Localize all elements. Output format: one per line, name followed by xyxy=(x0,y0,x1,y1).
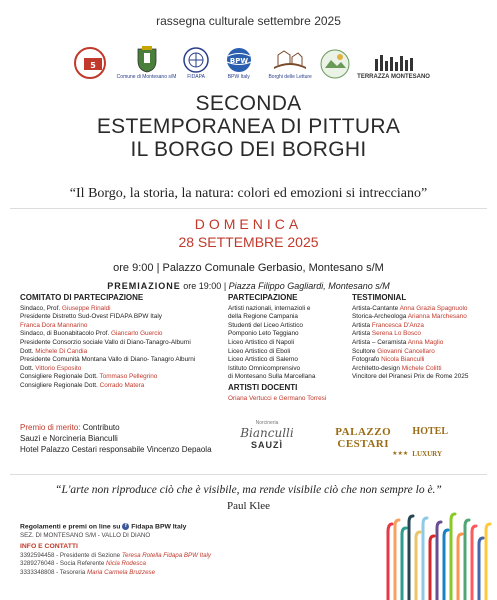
facebook-icon: f xyxy=(122,523,129,530)
logos-row xyxy=(70,36,430,80)
partecipazione-row: della Regione Campania xyxy=(228,313,298,321)
contact-row: 3392594458 - Presidente di Sezione Teresa Rotella Fidapa BPW Italy xyxy=(20,551,212,559)
comitato-row: Presidente Distretto Sud-Ovest FIDAPA BPW Italy xyxy=(20,313,162,321)
comitato-row: Franca Dora Mannarino xyxy=(20,321,88,329)
premio-label: Premio di merito: xyxy=(20,423,83,432)
info-heading: INFO E CONTATTI xyxy=(20,543,78,551)
testimonial-heading: TESTIMONIAL xyxy=(352,293,407,302)
partecipazione-row: Studenti del Liceo Artistico xyxy=(228,321,303,329)
testimonial-row: Vincitore del Piranesi Prix de Rome 2025 xyxy=(352,373,469,381)
testimonial-row: Artista – Ceramista Anna Maglio xyxy=(352,338,444,346)
logo-terrazza xyxy=(357,53,430,80)
comitato-row: Consigliere Regionale Dott. Corrado Matera xyxy=(20,381,145,389)
svg-text:5: 5 xyxy=(90,61,96,70)
premiazione-line: PREMIAZIONE ore 19:00 | Piazza Filippo Gagliardi, Montesano s/M xyxy=(107,281,390,291)
docenti-names: Oriana Vertucci e Germano Torresi xyxy=(228,394,327,402)
testimonial-row: Storica-Archeologa Arianna Marchesano xyxy=(352,313,467,321)
quote-text: “L'arte non riproduce ciò che è visibile, ma rende visibile ciò che non sempre lo è.” xyxy=(55,484,442,496)
sezione-line: SEZ. DI MONTESANO S/M - VALLO DI DIANO xyxy=(20,531,151,539)
logo-comune xyxy=(117,45,177,80)
title-line-3: IL BORGO DEI BORGHI xyxy=(130,138,367,161)
testimonial-row: Artista-Cantante Anna Grazia Spagnuolo xyxy=(352,304,468,312)
contact-row: 3333348808 - Tesoreria Maria Carmela Bruzzese xyxy=(20,568,156,576)
event-day: DOMENICA xyxy=(194,216,303,232)
logo-caption-terrazza: TERRAZZA MONTESANO xyxy=(357,74,430,80)
testimonial-column xyxy=(352,294,492,382)
logo-5-posto xyxy=(70,46,110,80)
header-text: rassegna culturale settembre 2025 xyxy=(156,14,341,28)
logo-caption-fidapa: FIDAPA xyxy=(187,74,205,80)
logo-circle xyxy=(319,48,351,80)
premio-line-2: Sauzì e Norcineria Bianculli xyxy=(20,434,118,443)
regolamenti-line: Regolamenti e premi on line su f Fidapa BPW Italy xyxy=(20,523,187,531)
partecipazione-column xyxy=(228,294,348,403)
hotel-logo: PALAZZO CESTARI HOTEL ★★★ LUXURY xyxy=(335,426,448,458)
comitato-row: Dott. Vittorio Esposito xyxy=(20,364,82,372)
logo-caption-bpw: BPW Italy xyxy=(227,74,250,80)
logo-borghi xyxy=(268,47,311,80)
footer-block xyxy=(20,523,340,577)
title-line-1: SECONDA xyxy=(195,92,302,115)
testimonial-row: Architetto-design Michele Colitti xyxy=(352,364,442,372)
premiazione-label: PREMIAZIONE xyxy=(107,281,181,291)
sauzi-logo: Norcineria Bianculli SAUZÌ xyxy=(240,420,294,450)
premio-line-3: Hotel Palazzo Cestari responsabile Vincenzo Depaola xyxy=(20,445,212,454)
main-title xyxy=(0,92,497,161)
comitato-row: Sindaco, Prof. Giuseppe Rinaldi xyxy=(20,304,111,312)
logo-bpw xyxy=(216,47,262,80)
comitato-row: Dott. Michele Di Candia xyxy=(20,347,88,355)
testimonial-row: Scultore Giovanni Cancellaro xyxy=(352,347,435,355)
comitato-row: Consigliere Regionale Dott. Tommaso Pellegrino xyxy=(20,373,158,381)
premiazione-time: ore 19:00 xyxy=(183,281,222,291)
testimonial-row: Fotografo Nicola Bianculli xyxy=(352,356,425,364)
comitato-row: Sindaco, di Buonabitacolo Prof. Giancarlo Guercio xyxy=(20,330,163,338)
logo-fidapa xyxy=(183,47,209,80)
testimonial-row: Artista Francesca D'Anza xyxy=(352,321,424,329)
docenti-heading: ARTISTI DOCENTI xyxy=(228,382,298,392)
premio-value: Contributo xyxy=(82,423,120,432)
partecipazione-row: Artisti nazionali, internazioli e xyxy=(228,304,311,312)
title-line-2: ESTEMPORANEA DI PITTURA xyxy=(96,115,401,138)
divider xyxy=(10,474,487,475)
partecipazione-row: Liceo Artistico di Salerno xyxy=(228,356,298,364)
comitato-column xyxy=(20,294,220,391)
premiazione-place: Piazza Filippo Gagliardi, Montesano s/M xyxy=(228,281,390,291)
logo-caption-borghi: Borghi delle Letture xyxy=(268,74,312,80)
partecipazione-row: Pomponio Leto Teggiano xyxy=(228,330,299,338)
subtitle: “Il Borgo, la storia, la natura: colori ed emozioni si intrecciano” xyxy=(69,186,428,201)
partecipazione-row: Istituto Omnicomprensivo xyxy=(228,364,301,372)
comitato-row: Presidente Comunità Montana Vallo di Diano- Tanagro Alburni xyxy=(20,356,196,364)
divider xyxy=(10,208,487,209)
decorative-stripes xyxy=(382,512,494,600)
partecipazione-row: di Montesano Sulla Marcellana xyxy=(228,373,316,381)
header-line xyxy=(0,14,497,28)
event-time-line: ore 9:00 | Palazzo Comunale Gerbasio, Montesano s/M xyxy=(113,262,384,274)
premio-block xyxy=(20,422,250,455)
comitato-heading: COMITATO DI PARTECIPAZIONE xyxy=(20,293,144,302)
quote-author: Paul Klee xyxy=(226,500,271,512)
partecipazione-heading: PARTECIPAZIONE xyxy=(228,293,298,302)
testimonial-row: Artista Serena Lo Bosco xyxy=(352,330,421,338)
svg-text:BPW: BPW xyxy=(229,57,248,65)
logo-caption-comune: Comune di Montesano s/M xyxy=(116,74,177,80)
contact-row: 3289276048 - Socia Referente Nicla Rodesca xyxy=(20,560,146,568)
comitato-row: Presidente Consorzio sociale Vallo di Diano-Tanagro-Alburni xyxy=(20,338,191,346)
partecipazione-row: Liceo Artistico di Napoli xyxy=(228,338,295,346)
partecipazione-row: Liceo Artistico di Eboli xyxy=(228,347,291,355)
event-date: 28 SETTEMBRE 2025 xyxy=(178,234,319,250)
